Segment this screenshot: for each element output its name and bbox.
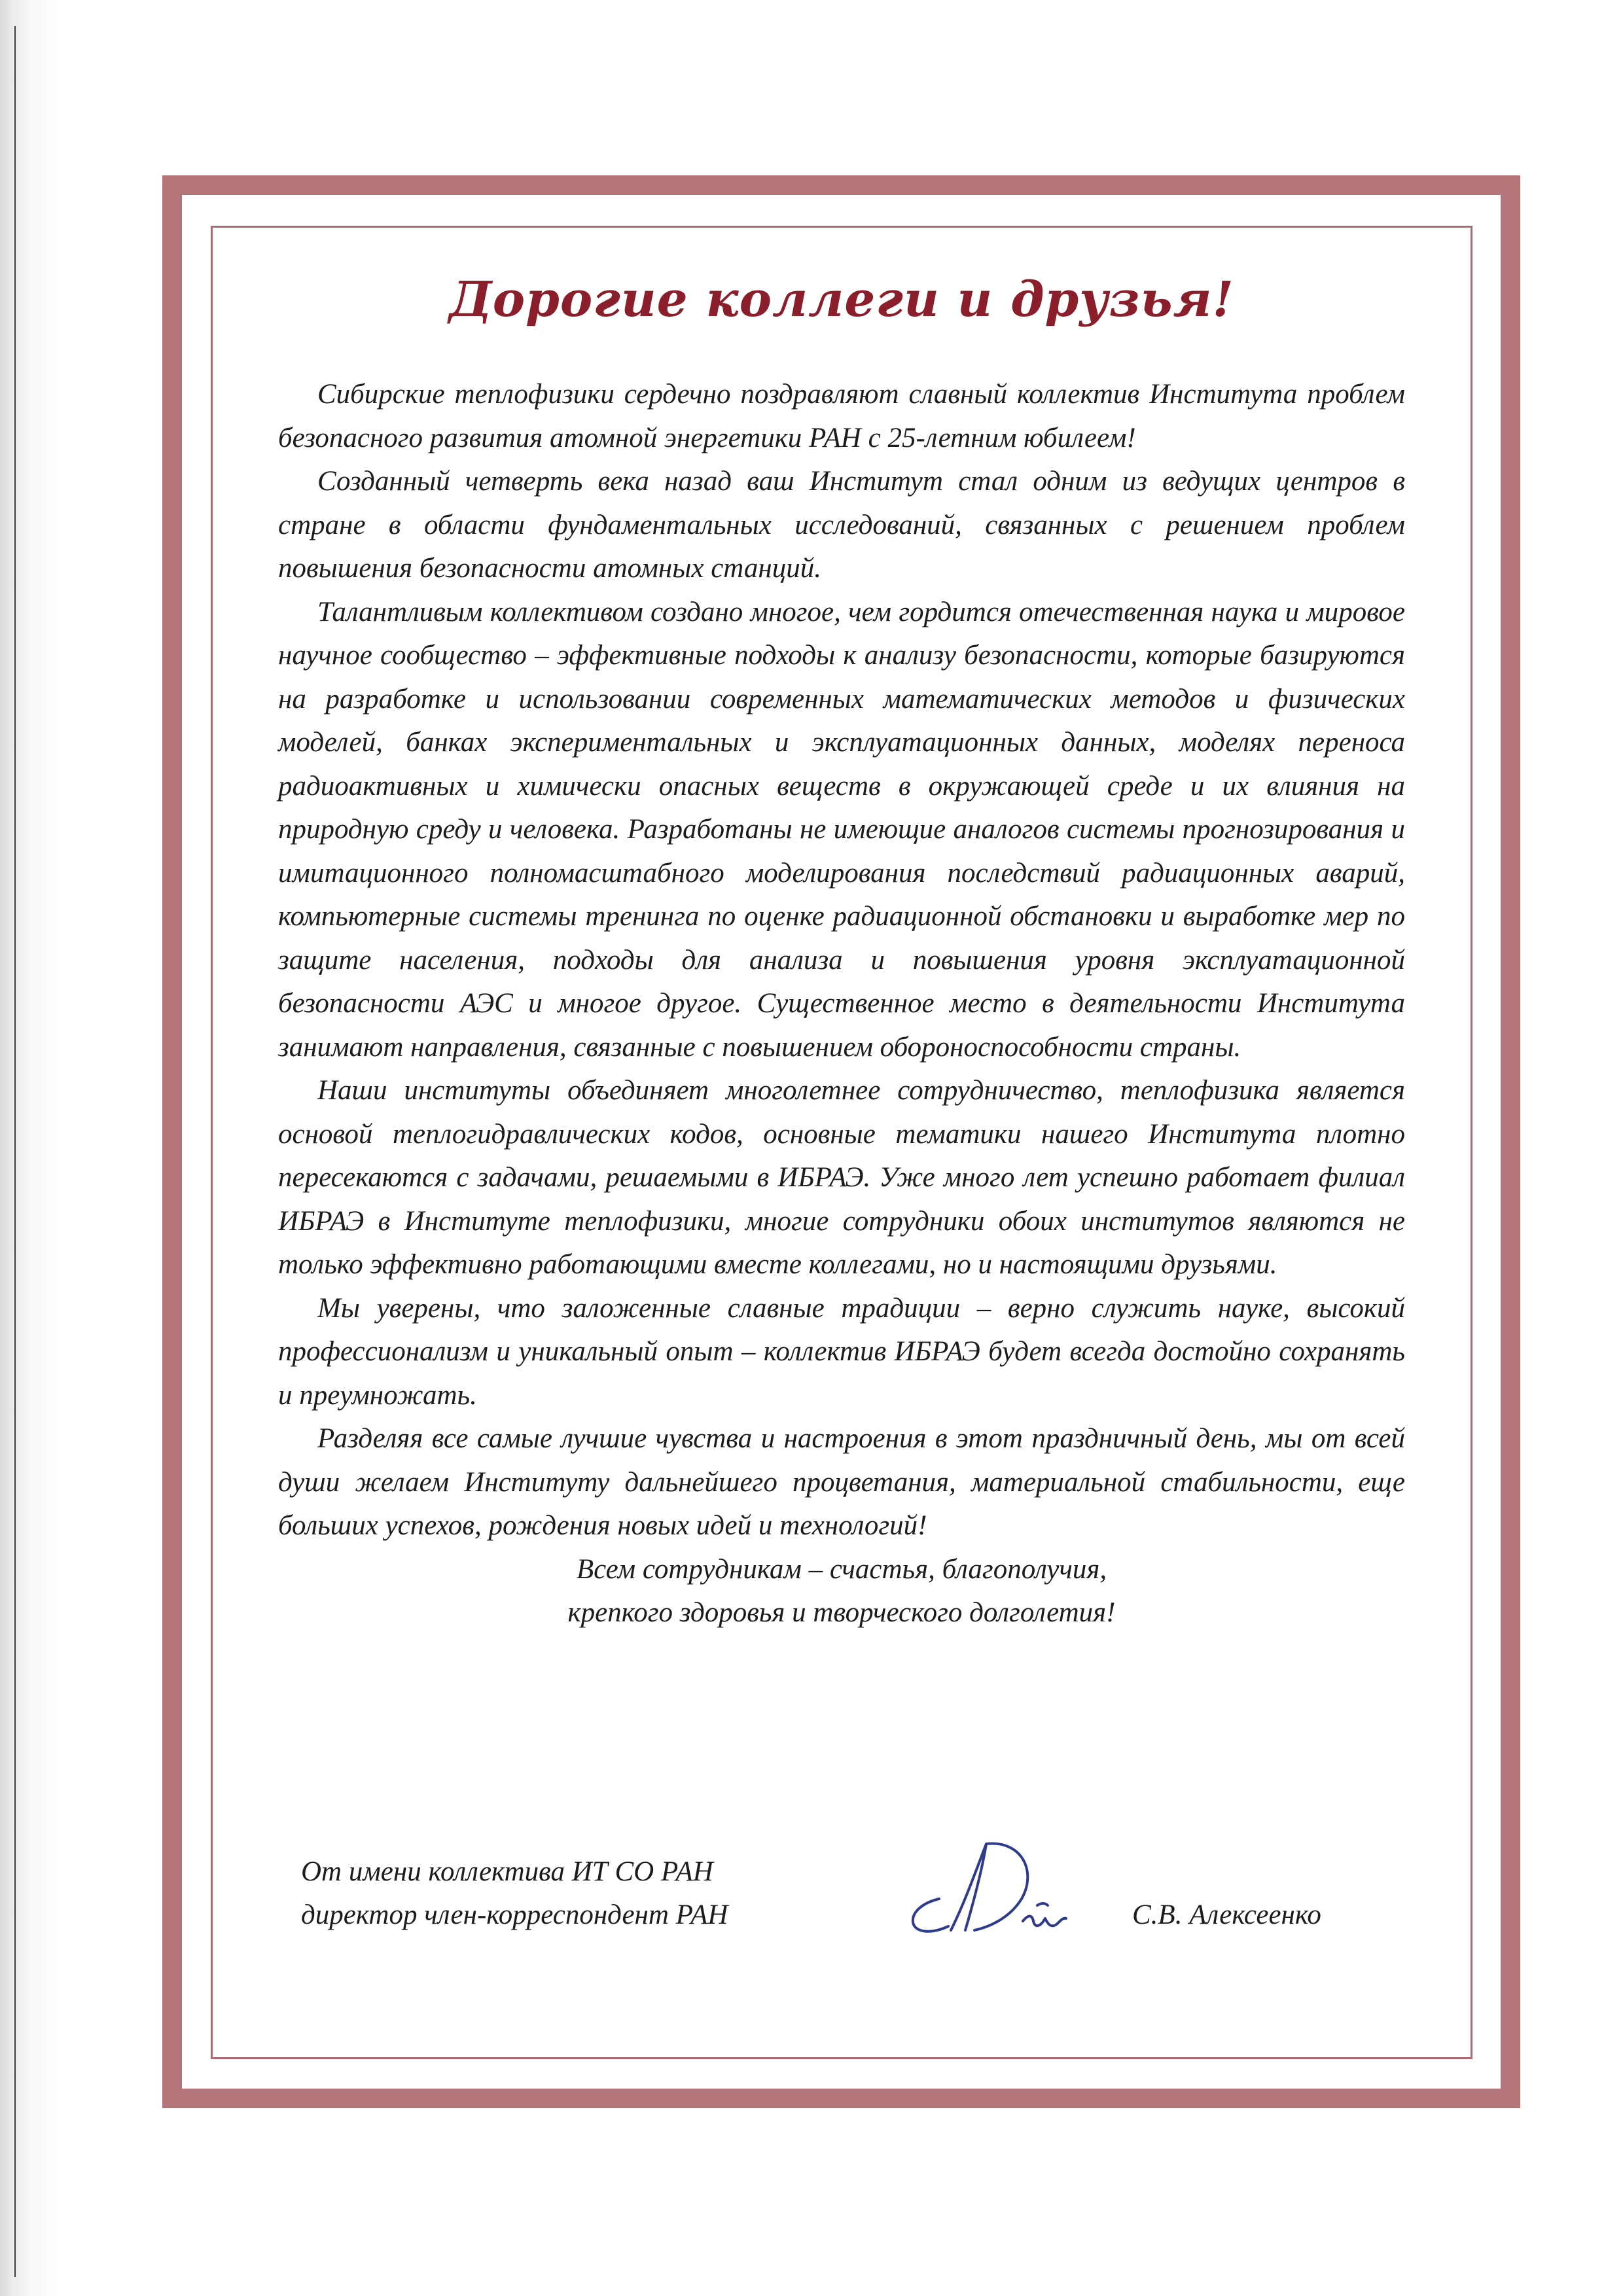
wish-line-1: Всем сотрудникам – счастья, благополучия, xyxy=(576,1553,1107,1585)
signature-line-2: директор член-корреспондент РАН xyxy=(301,1899,728,1930)
paragraph-institute-history: Созданный четверть века назад ваш Институт стал одним из ведущих центров в стране в области фундаментальных исследований, связанных с решением проблем повышения безопасности атомных станций. xyxy=(278,466,1405,584)
paragraph-cooperation: Наши институты объединяет многолетнее сотрудничество, теплофизика является основой теплогидравлических кодов, основные тематики нашего Института плотно пересекаются с задачами, решаемыми в ИБРАЭ. Уже много лет успешно работает филиал ИБРАЭ в Институте теплофизики, многие сотрудники обоих институтов являются не только эффективно работающими вместе коллегами, но и настоящими друзьями. xyxy=(278,1075,1405,1280)
wish-line-2: крепкого здоровья и творческого долголетия! xyxy=(567,1597,1116,1628)
paragraph-achievements: Талантливым коллективом создано многое, чем гордится отечественная наука и мировое научное сообщество – эффективные подходы к анализу безопасности, которые базируются на разработке и использовании современных математических методов и физических моделей, банках экспериментальных и эксплуатационных данных, моделях переноса радиоактивных и химически опасных веществ в окружающей среде и их влияния на природную среду и человека. Разработаны не имеющие аналогов системы прогнозирования и имитационного полномасштабного моделирования последствий радиационных аварий, компьютерные системы тренинга по оценке радиационной обстановки и выработке мер по защите населения, подходы для анализа и повышения уровня эксплуатационной безопасности АЭС и многое другое. Существенное место в деятельности Института занимают направления, связанные с повышением обороноспособности страны. xyxy=(278,596,1405,1063)
signature-block xyxy=(301,1850,890,1937)
paragraph-traditions: Мы уверены, что заложенные славные традиции – верно служить науке, высокий профессионализм и уникальный опыт – коллектив ИБРАЭ будет всегда достойно сохранять и преумножать. xyxy=(278,1292,1405,1411)
paragraph-congratulation: Сибирские теплофизики сердечно поздравляют славный коллектив Института проблем безопасного развития атомной энергетики РАН с 25-летним юбилеем! xyxy=(278,379,1405,453)
signature-line-1: От имени коллектива ИТ СО РАН xyxy=(301,1856,713,1887)
scan-edge-shadow xyxy=(0,0,59,2296)
paragraph-wishes: Разделяя все самые лучшие чувства и настроения в этот праздничный день, мы от всей души желаем Институту дальнейшего процветания, материальной стабильности, еще больших успехов, рождения новых идей и технологий! xyxy=(278,1423,1405,1541)
letter-title: Дорогие коллеги и друзья! xyxy=(448,272,1234,328)
signer-name: С.В. Алексеенко xyxy=(1132,1899,1321,1930)
handwritten-signature xyxy=(893,1826,1116,1950)
letter-body xyxy=(278,373,1405,1635)
scan-edge-line xyxy=(14,26,16,2277)
